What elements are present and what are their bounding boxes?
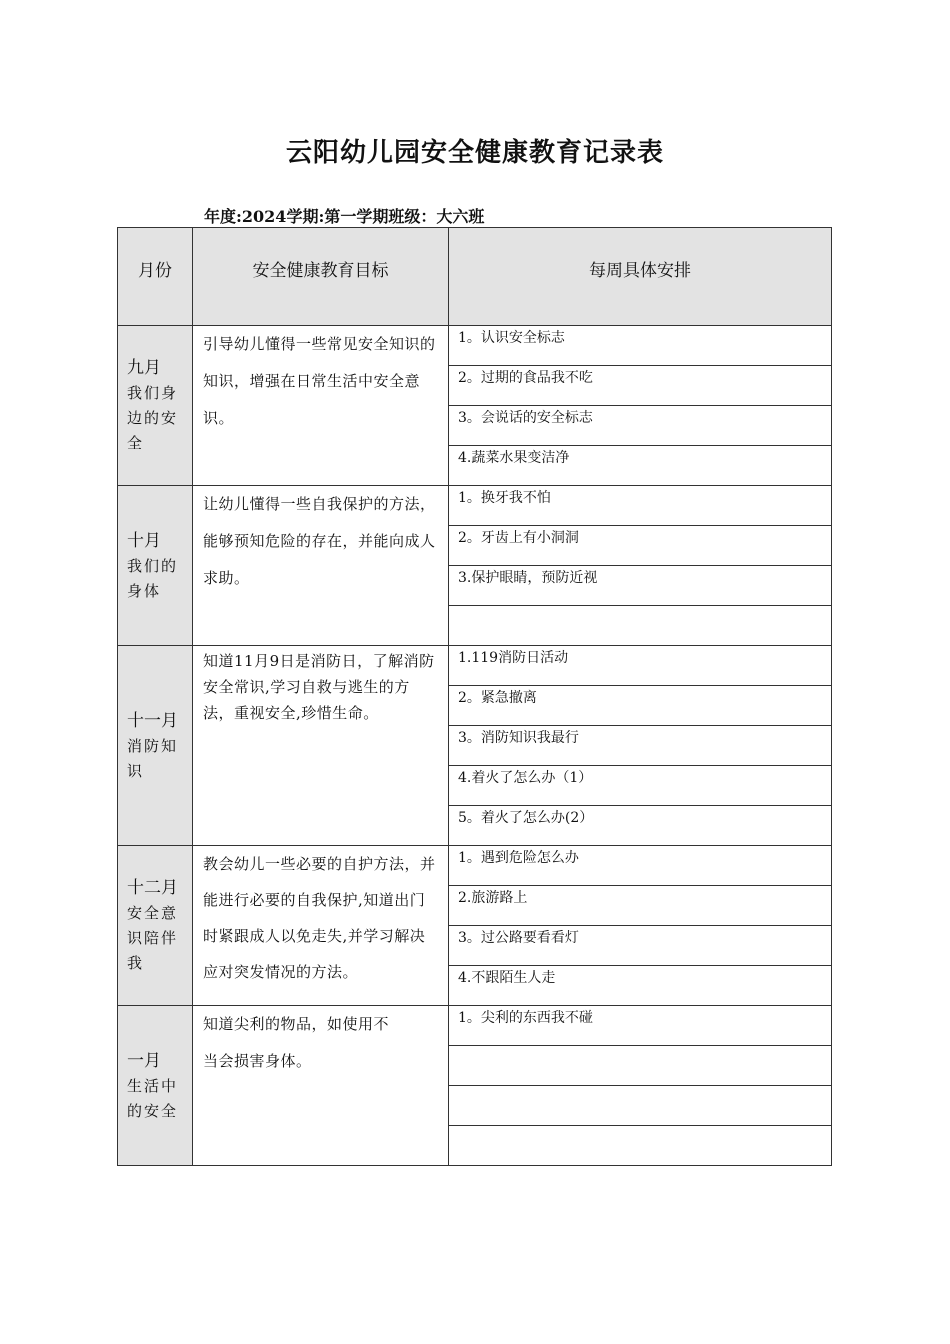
header-row [118,228,832,326]
plan-item [449,606,832,646]
plan-item [449,1086,832,1126]
month-topic: 生活中的安全 [127,1076,179,1120]
plan-item: 1。认识安全标志 [449,326,832,366]
plan-item: 5。着火了怎么办(2） [449,806,832,846]
month-name: 九月 [127,358,161,378]
page-title: 云阳幼儿园安全健康教育记录表 [285,138,664,168]
month-topic: 我们身边的安全 [127,384,179,452]
goal-line: 当会损害身体。 [203,1052,312,1070]
goal-cell: 引导幼儿懂得一些常见安全知识的知识，增强在日常生活中安全意识。 [193,326,449,486]
plan-item: 1。遇到危险怎么办 [449,846,832,886]
plan-item: 1.119消防日活动 [449,646,832,686]
header-month: 月份 [118,228,193,326]
table-row [118,1006,832,1046]
plan-item: 3。会说话的安全标志 [449,406,832,446]
month-cell [118,486,193,646]
month-cell [118,1006,193,1166]
plan-item: 2.旅游路上 [449,886,832,926]
month-name: 十一月 [127,710,178,731]
plan-item: 1。换牙我不怕 [449,486,832,526]
plan-item [449,1126,832,1166]
month-name: 一月 [127,1050,161,1071]
plan-item: 3。过公路要看看灯 [449,926,832,966]
goal-cell: 教会幼儿一些必要的自护方法，并能进行必要的自我保护,知道出门时紧跟成人以免走失,并学习解决应对突发情况的方法。 [193,846,449,1006]
table-row [118,646,832,686]
month-cell [118,646,193,846]
table-row [118,326,832,366]
plan-item: 2。牙齿上有小洞洞 [449,526,832,566]
goal-cell: 让幼儿懂得一些自我保护的方法，能够预知危险的存在，并能向成人求助。 [193,486,449,646]
plan-item: 1。尖利的东西我不碰 [449,1006,832,1046]
plan-item: 4.不跟陌生人走 [449,966,832,1006]
record-table [117,227,832,1166]
plan-item: 4.着火了怎么办（1） [449,766,832,806]
plan-item: 2。紧急撤离 [449,686,832,726]
plan-item: 3。消防知识我最行 [449,726,832,766]
plan-item: 3.保护眼睛，预防近视 [449,566,832,606]
plan-item: 4.蔬菜水果变洁净 [449,446,832,486]
month-name: 十二月 [127,878,178,898]
plan-item [449,1046,832,1086]
header-goal: 安全健康教育目标 [193,228,449,326]
month-cell [118,326,193,486]
month-topic: 我们的身体 [127,556,179,600]
plan-item: 2。过期的食品我不吃 [449,366,832,406]
table-row [118,486,832,526]
term-info: 年度:2024学期:第一学期班级：大六班 [204,207,485,226]
month-name: 十月 [127,530,161,551]
table-row [118,846,832,886]
month-topic: 消防知识 [127,736,179,780]
month-cell [118,846,193,1006]
goal-cell [193,1006,449,1166]
header-plan: 每周具体安排 [449,228,832,326]
goal-line: 知道尖利的物品，如使用不 [203,1015,390,1033]
month-topic: 安全意识陪伴我 [127,904,179,972]
goal-cell: 知道11月9日是消防日，了解消防安全常识,学习自救与逃生的方法，重视安全,珍惜生命。 [193,646,449,846]
